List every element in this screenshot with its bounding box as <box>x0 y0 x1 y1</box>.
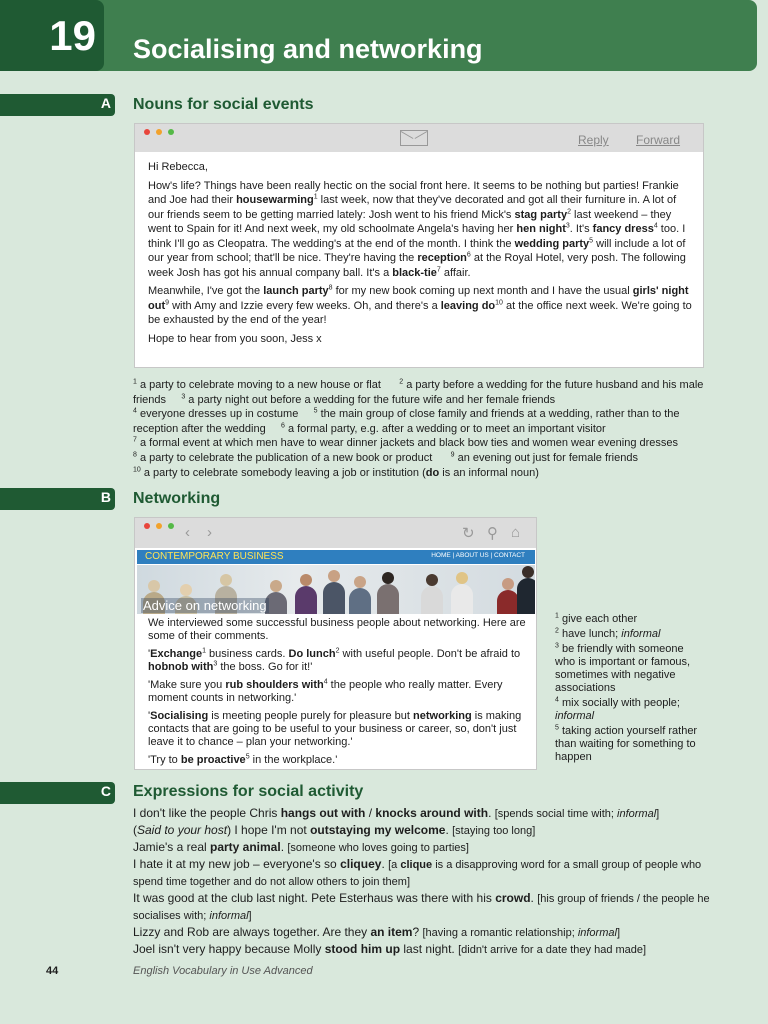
email-greeting: Hi Rebecca, <box>148 161 208 173</box>
expression-1: I don't like the people Chris hangs out with / knocks around with. [spends social time with; informal] <box>133 806 660 820</box>
forward-link[interactable]: Forward <box>636 133 681 147</box>
networking-def-2: $^2$ have lunch; informal <box>555 627 661 640</box>
networking-def-2-text: have lunch; <box>561 628 622 640</box>
browser-window <box>134 517 537 770</box>
unit-header <box>0 0 757 71</box>
email-paragraph-1: How's life? Things have been really hectic on the social front here. It seems to be nothing but parties! Frankie and Joe had their housewarming$^1$ last week, now that they've decorated and got all their furniture in. A lot of our friends seem to be getting married lately: Josh went to his friend Mick's stag party$^2$ last weekend – they went to Spain for it! And next week, my old schoolmate Angela's having her hen night$^3$. It's fancy dress$^4$ too. I think I'll go as Cleopatra. The wedding's at the end of the month. I think the wedding party$^5$ will include a lot of our year from school; that'll be nice. They're having the reception$^6$ at the Royal Hotel, very posh. The following week Josh has got his annual company ball. It's a black-tie$^7$ affair. <box>148 179 686 279</box>
book-title: English Vocabulary in Use Advanced <box>133 965 313 977</box>
networking-definitions <box>555 613 700 766</box>
section-a-marker <box>0 94 115 116</box>
definition-4: everyone dresses up in costume <box>139 408 299 421</box>
email-window <box>134 123 704 368</box>
photo-person <box>497 590 519 614</box>
site-name: CONTEMPORARY BUSINESS <box>145 551 284 562</box>
definition-5: the main group of close family and friends at a wedding, rather than to the reception after the wedding <box>133 408 680 435</box>
expression-5: It was good at the club last night. Pete Esterhaus was there with his crowd. [his group of friends / the people he socialises with; informal] <box>133 891 710 922</box>
maximize-dot-icon <box>168 129 174 135</box>
section-c-title: Expressions for social activity <box>133 783 364 800</box>
networking-def-1: $^1$ give each other <box>555 612 638 625</box>
definition-1: a party to celebrate moving to a new house or flat <box>139 379 381 391</box>
definitions-list: $^1$ a party to celebrate moving to a new house or flat $^2$ a party before a wedding for the future husband and his male friends $^3$ a party night out before a wedding for the future wife and her female friends $^4$ everyone dresses up in costume $^5$ the main group of close family and friends at a wedding, rather than to the reception after the wedding $^6$ a formal party, e.g. after a wedding or to meet an important visitor $^7$ a formal event at which men have to wear dinner jackets and black bow ties and women wear evening dresses $^8$ a party to celebrate the publication of a new book or product $^9$ an evening out just for female friends $^{10}$ a party to celebrate somebody leaving a job or institution (do is an informal noun) <box>133 378 704 479</box>
photo-person <box>517 578 535 614</box>
section-b-marker <box>0 488 115 510</box>
networking-def-3: $^3$ be friendly with someone who is important or famous, sometimes with negative associations <box>555 642 691 694</box>
browser-toolbar <box>135 518 536 548</box>
page-number: 44 <box>46 965 59 977</box>
definition-8: a party to celebrate the publication of a new book or product <box>139 451 433 464</box>
networking-def-1-text: give each other <box>561 613 638 625</box>
email-toolbar <box>135 124 703 152</box>
definition-7: a formal event at which men have to wear dinner jackets and black bow ties and women wear evening dresses <box>139 437 679 450</box>
networking-def-4: $^4$ mix socially with people; informal <box>555 696 680 722</box>
definition-6: a formal party, e.g. after a wedding or to meet an important visitor <box>287 422 606 435</box>
site-nav[interactable]: HOME | ABOUT US | CONTACT <box>431 552 525 559</box>
article-quote-3: 'Socialising is meeting people purely for pleasure but networking is making contacts that are going to be useful to your business or career, so, don't just leave it to chance – plan your networking.' <box>148 710 522 748</box>
close-dot-icon <box>144 523 150 529</box>
section-a-title: Nouns for social events <box>133 96 314 113</box>
definition-10-b: do <box>425 466 440 479</box>
email-body <box>148 160 693 350</box>
section-b-letter: B <box>100 489 111 505</box>
definition-10-a: a party to celebrate somebody leaving a job or institution ( <box>143 466 426 479</box>
networking-def-5: $^5$ taking action yourself rather than waiting for something to happen <box>555 724 698 763</box>
refresh-icon[interactable]: ↻ <box>462 525 475 542</box>
photo-person <box>421 586 443 614</box>
networking-def-5-text: taking action yourself rather than waiting for something to happen <box>555 725 698 763</box>
networking-def-2-informal: informal <box>621 628 661 640</box>
section-a-letter: A <box>100 95 111 111</box>
photo-person <box>295 586 317 614</box>
photo-person <box>377 584 399 614</box>
photo-person <box>349 588 371 614</box>
networking-article <box>148 617 528 772</box>
expression-6: Lizzy and Rob are always together. Are they an item? [having a romantic relationship; informal] <box>133 925 620 939</box>
email-sign-off: Hope to hear from you soon, Jess x <box>148 332 322 345</box>
section-c-letter: C <box>100 783 111 799</box>
expressions-list <box>133 805 733 958</box>
home-icon[interactable]: ⌂ <box>511 524 521 541</box>
definition-3: a party night out before a wedding for the future wife and her female friends <box>188 393 556 406</box>
email-paragraph-2: Meanwhile, I've got the launch party$^8$ for my new book coming up next month and I have the usual girls' night out$^9$ with Amy and Izzie every few weeks. Oh, and there's a leaving $do^{10}$ at the office next week. We're going to be exhausted by the end of the year! <box>148 284 692 326</box>
close-dot-icon <box>144 129 150 135</box>
forward-arrow-icon[interactable]: › <box>207 524 212 541</box>
minimize-dot-icon <box>156 129 162 135</box>
reply-link[interactable]: Reply <box>578 133 609 147</box>
networking-def-3-text: be friendly with someone who is important or famous, sometimes with negative associations <box>555 643 691 694</box>
definition-2: a party before a wedding for the future husband and his male friends <box>133 379 704 406</box>
back-arrow-icon[interactable]: ‹ <box>185 524 190 541</box>
section-b-title: Networking <box>133 490 221 507</box>
networking-def-4-informal: informal <box>555 710 595 722</box>
search-icon[interactable]: ⚲ <box>487 525 498 542</box>
article-intro: We interviewed some successful business people about networking. Here are some of their comments. <box>148 617 526 642</box>
expression-7: Joel isn't very happy because Molly stood him up last night. [didn't arrive for a date they had made] <box>133 942 647 956</box>
expression-4: I hate it at my new job – everyone's so cliquey. [a clique is a disapproving word for a small group of people who spend time together and do not allow others to join them] <box>133 857 702 888</box>
article-quote-1: 'Exchange$^1$ business cards. Do lunch$^2$ with useful people. Don't be afraid to hobnob with$^3$ the boss. Go for it!' <box>148 647 521 673</box>
unit-title: Socialising and networking <box>133 34 483 64</box>
maximize-dot-icon <box>168 523 174 529</box>
section-c-marker <box>0 782 115 804</box>
minimize-dot-icon <box>156 523 162 529</box>
unit-number: 19 <box>0 0 104 71</box>
definition-9: an evening out just for female friends <box>457 451 638 464</box>
networking-def-4-text: mix socially with people; <box>561 697 680 709</box>
quote-4-start: 'Try to <box>148 754 181 766</box>
site-header <box>137 550 535 564</box>
envelope-icon <box>400 130 428 146</box>
expression-2: (Said to your host) I hope I'm not outstaying my welcome. [staying too long] <box>133 823 536 837</box>
business-people-photo <box>137 565 535 614</box>
definition-10-c: is an informal noun) <box>439 466 539 479</box>
photo-caption: Advice on networking <box>143 598 267 613</box>
article-quote-4: 'Try to be proactive$^5$ in the workplace.' <box>148 753 338 766</box>
expression-3: Jamie's a real party animal. [someone who loves going to parties] <box>133 840 469 854</box>
photo-person <box>451 584 473 614</box>
article-quote-2: 'Make sure you rub shoulders with$^4$ the people who really matter. Every moment counts in networking.' <box>148 678 503 704</box>
photo-person <box>323 582 345 614</box>
